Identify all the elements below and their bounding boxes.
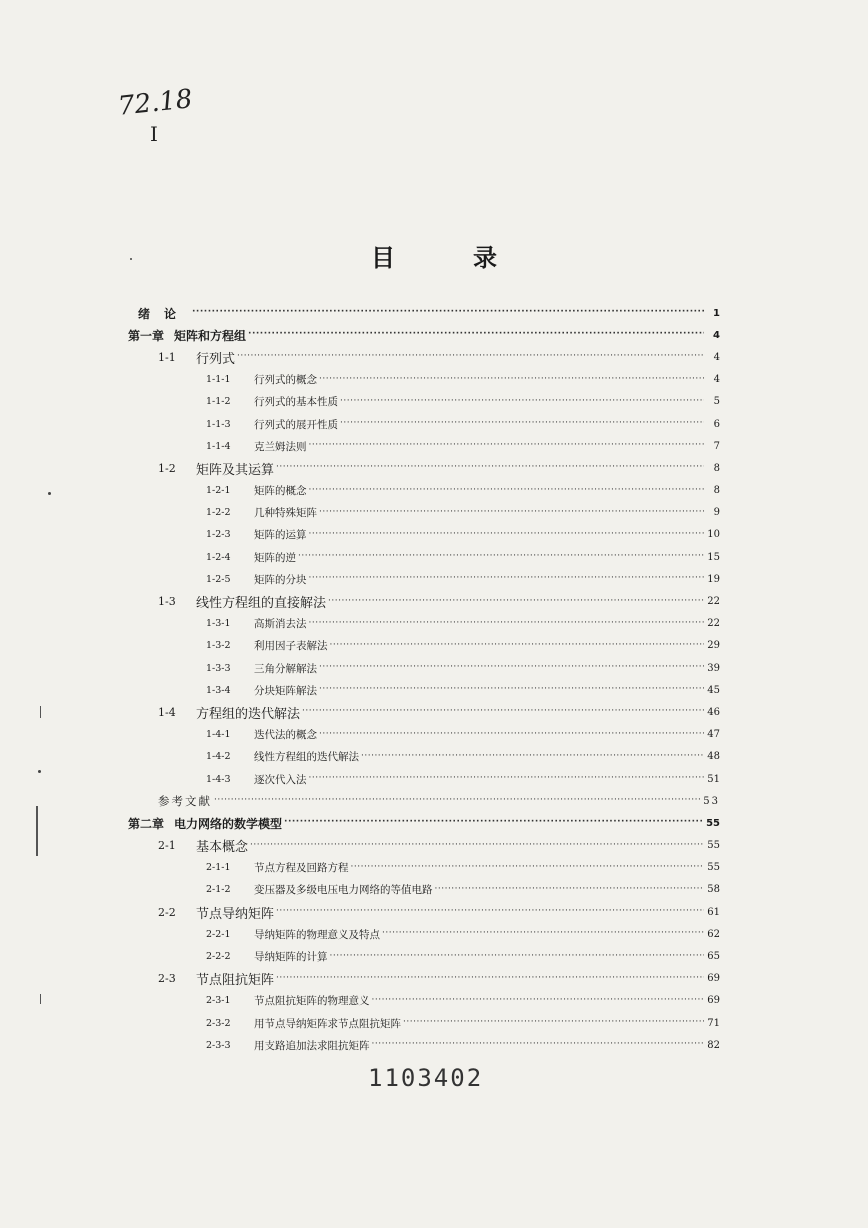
toc-entry	[128, 879, 720, 901]
dot-leader	[351, 862, 705, 874]
toc-entry-number: 1-1-2	[206, 396, 231, 408]
toc-entry-page: 51	[707, 773, 720, 785]
dot-leader	[309, 529, 705, 541]
toc-entry-number: 第一章	[128, 328, 165, 343]
toc-entry-page: 82	[707, 1039, 720, 1051]
toc-entry-number: 1-2-5	[206, 573, 231, 585]
dot-leader	[192, 307, 704, 319]
dot-leader	[403, 1017, 704, 1029]
toc-entry-label: 参考文献	[158, 794, 212, 809]
toc-entry-number: 2-1-2	[206, 884, 231, 896]
toc-entry-number: 2-2	[158, 905, 176, 919]
toc-entry	[128, 391, 720, 413]
toc-entry-number: 1-4-3	[206, 773, 231, 785]
toc-entry	[128, 968, 720, 990]
toc-entry-label: 用节点导纳矩阵求节点阻抗矩阵	[254, 1017, 401, 1030]
toc-entry-page: 22	[707, 596, 720, 608]
toc-entry	[128, 568, 720, 590]
toc-entry-number: 1-2-4	[206, 551, 231, 563]
toc-entry-label: 三角分解解法	[254, 662, 317, 675]
toc-entry-label: 导纳矩阵的计算	[254, 951, 328, 964]
toc-entry-page: 65	[707, 951, 720, 963]
dot-leader	[237, 351, 704, 363]
toc-entry	[128, 901, 720, 923]
toc-entry-page: 47	[707, 729, 720, 741]
toc-entry-number: 1-3-1	[206, 618, 231, 630]
toc-entry-page: 58	[707, 884, 720, 896]
dot-leader	[298, 551, 704, 563]
toc-entry-page: 4	[713, 329, 720, 341]
dot-leader	[319, 662, 704, 674]
toc-entry	[128, 768, 720, 790]
toc-entry-number: 2-1	[158, 839, 176, 853]
toc-entry-page: 61	[707, 906, 720, 918]
toc-entry	[128, 835, 720, 857]
toc-entry-label: 行列式的概念	[254, 374, 317, 387]
toc-entry-label: 利用因子表解法	[254, 640, 328, 653]
toc-entry-label: 线性方程组的迭代解法	[254, 751, 359, 764]
toc-entry-page: 9	[713, 507, 720, 519]
toc-entry-label: 节点阻抗矩阵	[196, 973, 275, 989]
toc-entry	[128, 679, 720, 701]
toc-entry	[128, 790, 720, 812]
toc-entry-label: 方程组的迭代解法	[196, 706, 301, 722]
dot-leader	[328, 596, 704, 608]
title-char-1: 目	[371, 244, 395, 272]
dot-leader	[309, 440, 705, 452]
toc-entry-number: 1-2	[158, 461, 176, 475]
toc-entry	[128, 812, 720, 834]
toc-entry-page: 10	[707, 529, 720, 541]
toc-entry-label: 用支路追加法求阻抗矩阵	[254, 1039, 370, 1052]
dot-leader	[372, 995, 705, 1007]
toc-entry	[128, 746, 720, 768]
toc-entry-label: 导纳矩阵的物理意义及特点	[254, 928, 380, 941]
toc-entry-page: 46	[707, 706, 720, 718]
dot-leader	[319, 684, 704, 696]
toc-entry-number: 第二章	[128, 816, 165, 831]
toc-entry	[128, 369, 720, 391]
toc-entry-page: 5	[713, 396, 720, 408]
dot-leader	[319, 729, 704, 741]
dot-leader	[309, 485, 705, 497]
margin-mark	[36, 806, 38, 856]
toc-entry-label: 节点导纳矩阵	[196, 906, 275, 922]
dot-leader	[250, 840, 704, 852]
toc-entry	[128, 346, 720, 368]
toc-entry-label: 绪论	[138, 306, 191, 321]
toc-entry-number: 1-2-3	[206, 529, 231, 541]
catalog-stamp: 1103402	[368, 1064, 484, 1092]
toc-entry-page: 6	[713, 418, 720, 430]
toc-entry-number: 1-1-3	[206, 418, 231, 430]
dot-leader	[372, 1039, 705, 1051]
toc-entry-label: 矩阵和方程组	[174, 328, 247, 343]
toc-entry-page: 4	[713, 351, 720, 363]
dot-leader	[276, 462, 704, 474]
toc-entry-page: 71	[707, 1017, 720, 1029]
toc-entry	[128, 1012, 720, 1034]
toc-entry-label: 矩阵的分块	[254, 573, 307, 586]
toc-entry	[128, 990, 720, 1012]
toc-entry-page: 22	[707, 618, 720, 630]
toc-entry-number: 1-4-1	[206, 729, 231, 741]
toc-entry	[128, 657, 720, 679]
scan-speck	[130, 258, 132, 260]
toc-entry-label: 电力网络的数学模型	[174, 816, 283, 831]
toc-entry-number: 2-3	[158, 972, 176, 986]
toc-entry-label: 节点阻抗矩阵的物理意义	[254, 995, 370, 1008]
toc-entry-number: 2-2-2	[206, 951, 231, 963]
handwritten-note: 72.18	[116, 84, 194, 122]
toc-entry-number: 1-3	[158, 595, 176, 609]
toc-entry-number: 2-3-1	[206, 995, 231, 1007]
scan-speck	[38, 770, 41, 773]
toc-entry-label: 矩阵的概念	[254, 485, 307, 498]
margin-mark	[40, 994, 41, 1004]
toc-entry-number: 1-1-4	[206, 440, 231, 452]
toc-entry-label: 矩阵及其运算	[196, 462, 275, 478]
toc-entry-page: 69	[707, 995, 720, 1007]
toc-entry-label: 分块矩阵解法	[254, 684, 317, 697]
toc-entry	[128, 635, 720, 657]
dot-leader	[382, 928, 704, 940]
toc-entry-label: 矩阵的运算	[254, 529, 307, 542]
toc-entry-number: 1-4	[158, 705, 176, 719]
toc-entry-number: 2-1-1	[206, 862, 231, 874]
dot-leader	[435, 884, 705, 896]
toc-entry	[128, 945, 720, 967]
toc-entry	[128, 524, 720, 546]
toc-entry	[128, 480, 720, 502]
toc-entry-label: 行列式的展开性质	[254, 418, 338, 431]
toc-entry-label: 矩阵的逆	[254, 551, 296, 564]
dot-leader	[319, 374, 704, 386]
toc-entry	[128, 701, 720, 723]
page-title	[0, 238, 868, 273]
toc-entry-number: 1-1	[158, 350, 176, 364]
dot-leader	[309, 573, 705, 585]
toc-entry-number: 1-4-2	[206, 751, 231, 763]
toc-entry-page: 7	[713, 440, 720, 452]
dot-leader	[276, 906, 704, 918]
dot-leader	[302, 706, 704, 718]
toc-entry-label: 线性方程组的直接解法	[196, 596, 327, 612]
toc-entry-page: 55	[707, 840, 720, 852]
toc-entry-page: 48	[707, 751, 720, 763]
toc-entry-number: 1-3-3	[206, 662, 231, 674]
toc-entry-label: 高斯消去法	[254, 618, 307, 631]
dot-leader	[330, 951, 705, 963]
toc-entry-page: 19	[707, 573, 720, 585]
toc-entry-page: 4	[713, 374, 720, 386]
toc-entry	[128, 724, 720, 746]
toc-entry	[128, 457, 720, 479]
dot-leader	[319, 507, 704, 519]
dot-leader	[309, 618, 705, 630]
toc-entry-label: 行列式	[196, 351, 236, 367]
dot-leader	[330, 640, 705, 652]
dot-leader	[248, 329, 704, 341]
table-of-contents	[128, 302, 720, 1056]
dot-leader	[284, 817, 704, 829]
toc-entry	[128, 590, 720, 612]
dot-leader	[340, 396, 704, 408]
dot-leader	[340, 418, 704, 430]
toc-entry-page: 53	[703, 795, 720, 807]
toc-entry-page: 39	[707, 662, 720, 674]
toc-entry	[128, 413, 720, 435]
toc-entry-number: 2-2-1	[206, 928, 231, 940]
toc-entry-page: 15	[707, 551, 720, 563]
toc-entry-page: 29	[707, 640, 720, 652]
toc-entry-page: 55	[706, 817, 720, 829]
dot-leader	[309, 773, 705, 785]
toc-entry	[128, 546, 720, 568]
toc-entry	[128, 502, 720, 524]
toc-entry-page: 45	[707, 684, 720, 696]
toc-entry-number: 1-2-2	[206, 507, 231, 519]
dot-leader	[361, 751, 704, 763]
toc-entry	[128, 613, 720, 635]
toc-entry-number: 1-1-1	[206, 374, 231, 386]
toc-entry-label: 行列式的基本性质	[254, 396, 338, 409]
scan-speck	[48, 492, 51, 495]
toc-entry-label: 克兰姆法则	[254, 440, 307, 453]
toc-entry	[128, 324, 720, 346]
toc-entry-page: 69	[707, 973, 720, 985]
toc-entry-label: 迭代法的概念	[254, 729, 317, 742]
toc-entry-number: 2-3-2	[206, 1017, 231, 1029]
toc-entry-label: 几种特殊矩阵	[254, 507, 317, 520]
toc-entry	[128, 302, 720, 324]
toc-entry	[128, 435, 720, 457]
toc-entry-number: 2-3-3	[206, 1039, 231, 1051]
toc-entry-label: 节点方程及回路方程	[254, 862, 349, 875]
dot-leader	[276, 973, 704, 985]
dot-leader	[214, 795, 701, 807]
toc-entry-page: 8	[713, 485, 720, 497]
toc-entry	[128, 857, 720, 879]
toc-entry-page: 62	[707, 928, 720, 940]
toc-entry-number: 1-3-2	[206, 640, 231, 652]
toc-entry-page: 1	[713, 307, 720, 319]
title-char-2: 录	[473, 244, 497, 272]
toc-entry-number: 1-3-4	[206, 684, 231, 696]
toc-entry-page: 8	[713, 462, 720, 474]
margin-mark	[40, 706, 41, 718]
toc-entry	[128, 1034, 720, 1056]
handwritten-mark: I	[150, 122, 158, 146]
toc-entry-number: 1-2-1	[206, 485, 231, 497]
toc-entry-page: 55	[707, 862, 720, 874]
toc-entry-label: 逐次代入法	[254, 773, 307, 786]
toc-entry-label: 基本概念	[196, 840, 249, 856]
toc-entry-label: 变压器及多级电压电力网络的等值电路	[254, 884, 433, 897]
toc-entry	[128, 923, 720, 945]
